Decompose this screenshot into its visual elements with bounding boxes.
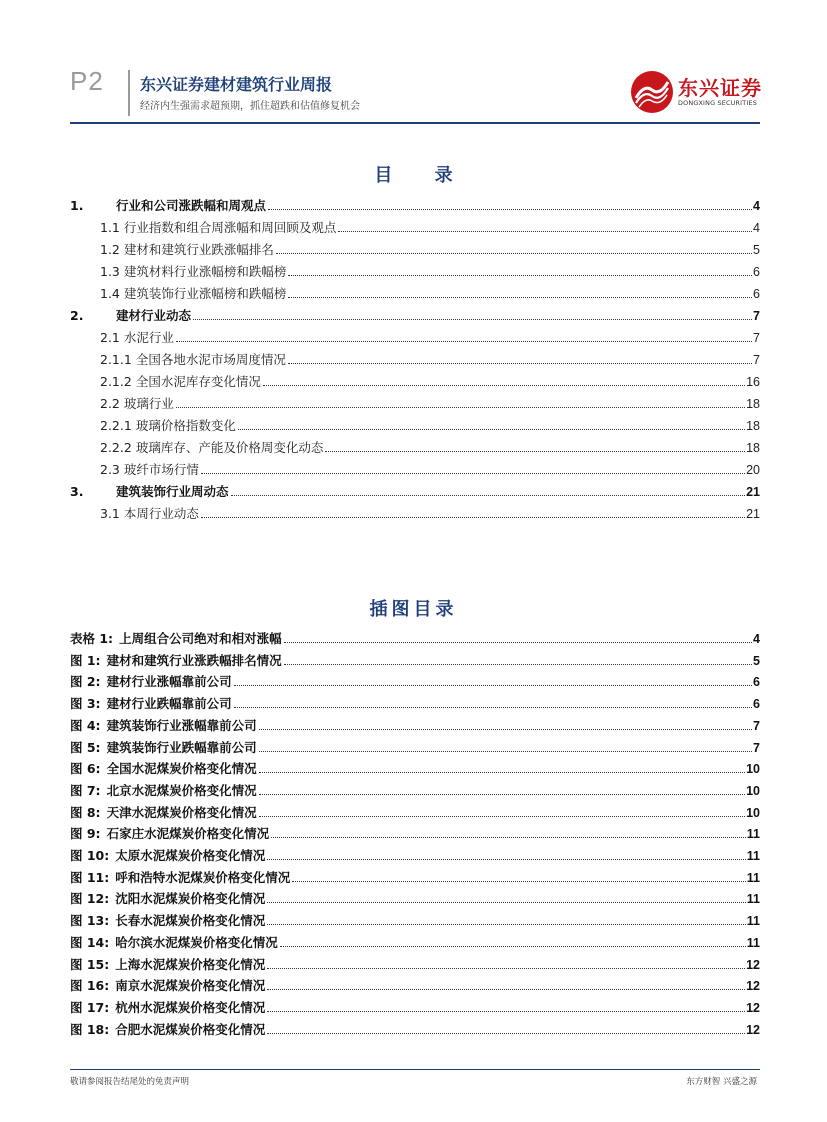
entry-number: 图 16: (70, 978, 110, 994)
leader-dots (234, 707, 752, 708)
leader-dots (280, 946, 746, 947)
leader-dots (201, 517, 745, 518)
entry-number: 图 18: (70, 1021, 110, 1037)
figure-entry[interactable] (70, 843, 760, 863)
leader-dots (267, 1011, 745, 1012)
figure-entry[interactable] (70, 735, 760, 755)
entry-number: 2.1 (100, 330, 120, 345)
entry-label: 杭州水泥煤炭价格变化情况 (115, 999, 266, 1015)
footer-slogan: 东方财智 兴盛之源 (686, 1077, 757, 1087)
entry-label: 建筑材料行业涨幅榜和跌幅榜 (123, 264, 287, 279)
entry-page: 10 (746, 805, 760, 820)
entry-label: 北京水泥煤炭价格变化情况 (106, 782, 257, 798)
entry-label: 全国水泥库存变化情况 (135, 374, 261, 389)
leader-dots (288, 297, 752, 298)
entry-number: 2.2 (100, 396, 120, 411)
entry-label: 全国各地水泥市场周度情况 (135, 352, 286, 367)
entry-page: 7 (753, 309, 760, 323)
entry-label: 石家庄水泥煤炭价格变化情况 (106, 826, 270, 842)
header-rule (70, 122, 760, 124)
entry-number: 图 10: (70, 848, 110, 863)
entry-label: 太原水泥煤炭价格变化情况 (115, 848, 266, 863)
figure-entry[interactable] (70, 908, 760, 928)
toc-entry[interactable] (70, 391, 760, 411)
entry-page: 5 (753, 653, 760, 668)
leader-dots (259, 816, 746, 817)
entry-label: 玻璃库存、产能及价格周变化动态 (135, 440, 324, 455)
entry-label: 行业指数和组合周涨幅和周回顾及观点 (123, 220, 337, 235)
leader-dots (267, 989, 745, 990)
entry-label: 玻璃价格指数变化 (135, 418, 236, 433)
figure-entry[interactable] (70, 973, 760, 993)
entry-number: 1.3 (100, 264, 120, 279)
figure-entry[interactable] (70, 1017, 760, 1037)
toc-entry[interactable] (70, 457, 760, 477)
entry-number: 图 2: (70, 674, 101, 690)
toc-entry[interactable] (70, 303, 760, 323)
entry-number: 图 8: (70, 804, 101, 820)
toc-entry[interactable] (70, 193, 760, 213)
entry-page: 6 (753, 265, 760, 279)
entry-number: 2.2.2 (100, 440, 132, 455)
toc-entry[interactable] (70, 479, 760, 499)
leader-dots (267, 902, 746, 903)
entry-number: 图 11: (70, 869, 110, 885)
figure-entry[interactable] (70, 952, 760, 972)
logo-text-cn: 东兴证券 (678, 76, 762, 100)
entry-page: 7 (753, 740, 760, 755)
entry-page: 18 (746, 419, 760, 433)
footer-disclaimer: 敬请参阅报告结尾处的免责声明 (70, 1077, 190, 1087)
entry-number: 2.1.2 (100, 374, 132, 389)
entry-label: 建材和建筑行业跌涨幅排名 (123, 242, 274, 257)
entry-label: 水泥行业 (123, 330, 174, 345)
entry-page: 4 (753, 199, 760, 213)
entry-number: 图 17: (70, 999, 110, 1015)
entry-number: 图 6: (70, 761, 101, 777)
entry-page: 12 (746, 957, 760, 972)
entry-label: 建筑装饰行业涨幅榜和跌幅榜 (123, 286, 287, 301)
entry-page: 12 (746, 1022, 760, 1037)
leader-dots (288, 275, 752, 276)
entry-label: 玻纤市场行情 (123, 462, 199, 477)
leader-dots (325, 451, 745, 452)
figure-entry[interactable] (70, 865, 760, 885)
entry-number: 图 4: (70, 717, 101, 733)
page-number: P2 (70, 66, 104, 96)
toc-entry[interactable] (70, 237, 760, 257)
entry-number: 图 13: (70, 913, 110, 929)
figure-entry[interactable] (70, 821, 760, 841)
entry-page: 10 (746, 762, 760, 777)
figure-entry[interactable] (70, 778, 760, 798)
entry-page: 18 (746, 397, 760, 411)
entry-page: 6 (753, 697, 760, 712)
toc-entry[interactable] (70, 369, 760, 389)
leader-dots (231, 495, 746, 496)
entry-label: 建材行业跌幅靠前公司 (106, 696, 232, 712)
figure-entry[interactable] (70, 669, 760, 689)
entry-number: 2.3 (100, 462, 120, 477)
entry-number: 表格 1: (70, 631, 114, 646)
toc-heading: 目 录 (374, 165, 471, 186)
leader-dots (292, 881, 746, 882)
entry-label: 南京水泥煤炭价格变化情况 (115, 978, 266, 994)
figure-entry[interactable] (70, 626, 760, 646)
entry-page: 4 (753, 221, 760, 235)
entry-label: 合肥水泥煤炭价格变化情况 (115, 1021, 266, 1037)
entry-label: 沈阳水泥煤炭价格变化情况 (115, 891, 266, 907)
entry-number: 1.4 (100, 286, 120, 301)
entry-label: 建材行业涨幅靠前公司 (106, 674, 232, 690)
entry-page: 11 (746, 827, 760, 842)
entry-number: 2.1.1 (100, 352, 132, 367)
leader-dots (234, 685, 752, 686)
figure-entry[interactable] (70, 691, 760, 711)
entry-number: 图 3: (70, 696, 101, 712)
entry-label: 建筑装饰行业涨幅靠前公司 (106, 717, 257, 733)
figure-entry[interactable] (70, 648, 760, 668)
entry-number: 图 7: (70, 782, 101, 798)
entry-page: 11 (746, 849, 760, 863)
toc-entry[interactable] (70, 215, 760, 235)
figure-entry[interactable] (70, 930, 760, 950)
entry-number: 1.1 (100, 220, 120, 235)
entry-number: 2.2.1 (100, 418, 132, 433)
company-logo (630, 70, 760, 118)
entry-number: 图 14: (70, 934, 110, 950)
entry-page: 5 (753, 243, 760, 257)
leader-dots (267, 859, 746, 860)
entry-label: 建筑装饰行业周动态 (116, 484, 229, 499)
entry-page: 7 (753, 718, 760, 733)
toc-entry[interactable] (70, 347, 760, 367)
entry-page: 18 (746, 441, 760, 455)
leader-dots (271, 837, 746, 838)
leader-dots (238, 429, 745, 430)
entry-label: 行业和公司涨跌幅和周观点 (116, 198, 267, 213)
figure-entry[interactable] (70, 800, 760, 820)
entry-page: 6 (753, 675, 760, 690)
page-header (0, 0, 827, 128)
entry-number: 图 5: (70, 739, 101, 755)
entry-label: 长春水泥煤炭价格变化情况 (115, 913, 266, 929)
leader-dots (267, 924, 746, 925)
entry-number: 2. (70, 308, 84, 323)
entry-label: 建材行业动态 (116, 308, 192, 323)
entry-label: 呼和浩特水泥煤炭价格变化情况 (115, 869, 291, 885)
figure-entry[interactable] (70, 713, 760, 733)
entry-label: 建材和建筑行业涨跌幅排名情况 (106, 652, 282, 668)
entry-number: 3.1 (100, 506, 120, 521)
entry-label: 全国水泥煤炭价格变化情况 (106, 761, 257, 777)
entry-number: 1. (70, 198, 84, 213)
leader-dots (288, 363, 752, 364)
entry-page: 11 (746, 914, 760, 929)
entry-label: 天津水泥煤炭价格变化情况 (106, 804, 257, 820)
entry-number: 3. (70, 484, 84, 499)
leader-dots (267, 968, 745, 969)
entry-label: 哈尔滨水泥煤炭价格变化情况 (115, 934, 278, 950)
header-divider (128, 70, 130, 116)
entry-label: 上海水泥煤炭价格变化情况 (115, 956, 266, 972)
entry-label: 玻璃行业 (123, 396, 174, 411)
entry-page: 10 (746, 783, 760, 798)
entry-number: 图 12: (70, 891, 110, 907)
leader-dots (284, 664, 752, 665)
entry-page: 11 (746, 935, 760, 950)
leader-dots (268, 209, 752, 210)
leader-dots (193, 319, 752, 320)
report-subtitle: 经济内生强需求超预期，抓住超跌和估值修复机会 (140, 101, 360, 112)
entry-page: 12 (746, 979, 760, 994)
entry-page: 7 (753, 353, 760, 367)
leader-dots (176, 407, 745, 408)
entry-page: 20 (746, 463, 760, 477)
footer-rule (70, 1069, 760, 1070)
entry-label: 本周行业动态 (123, 506, 199, 521)
leader-dots (259, 751, 752, 752)
leader-dots (259, 772, 746, 773)
toc-entry[interactable] (70, 435, 760, 455)
toc-entry[interactable] (70, 259, 760, 279)
leader-dots (267, 1033, 745, 1034)
figure-entry[interactable] (70, 995, 760, 1015)
toc-entry[interactable] (70, 325, 760, 345)
leader-dots (263, 385, 745, 386)
entry-number: 图 9: (70, 826, 101, 842)
leader-dots (259, 794, 746, 795)
entry-page: 6 (753, 287, 760, 301)
entry-label: 上周组合公司绝对和相对涨幅 (119, 631, 282, 646)
entry-page: 11 (746, 870, 760, 885)
entry-page: 21 (746, 485, 760, 499)
figure-entry[interactable] (70, 886, 760, 906)
logo-text-en: DONGXING SECURITIES (678, 99, 757, 107)
toc-entry[interactable] (70, 413, 760, 433)
leader-dots (276, 253, 752, 254)
entry-number: 图 1: (70, 652, 101, 668)
entry-page: 16 (746, 375, 760, 389)
entry-page: 4 (753, 632, 760, 646)
report-title: 东兴证券建材建筑行业周报 (140, 75, 333, 94)
entry-page: 11 (746, 892, 760, 907)
figures-heading: 插图目录 (369, 599, 458, 620)
entry-page: 12 (746, 1000, 760, 1015)
logo-mark-icon (630, 70, 674, 114)
entry-page: 7 (753, 331, 760, 345)
entry-number: 1.2 (100, 242, 120, 257)
figure-entry[interactable] (70, 756, 760, 776)
entry-label: 建筑装饰行业跌幅靠前公司 (106, 739, 257, 755)
leader-dots (338, 231, 752, 232)
toc-entry[interactable] (70, 281, 760, 301)
leader-dots (201, 473, 745, 474)
toc-entry[interactable] (70, 501, 760, 521)
leader-dots (176, 341, 752, 342)
entry-number: 图 15: (70, 956, 110, 972)
entry-page: 21 (746, 507, 760, 521)
leader-dots (284, 642, 752, 643)
leader-dots (259, 729, 752, 730)
